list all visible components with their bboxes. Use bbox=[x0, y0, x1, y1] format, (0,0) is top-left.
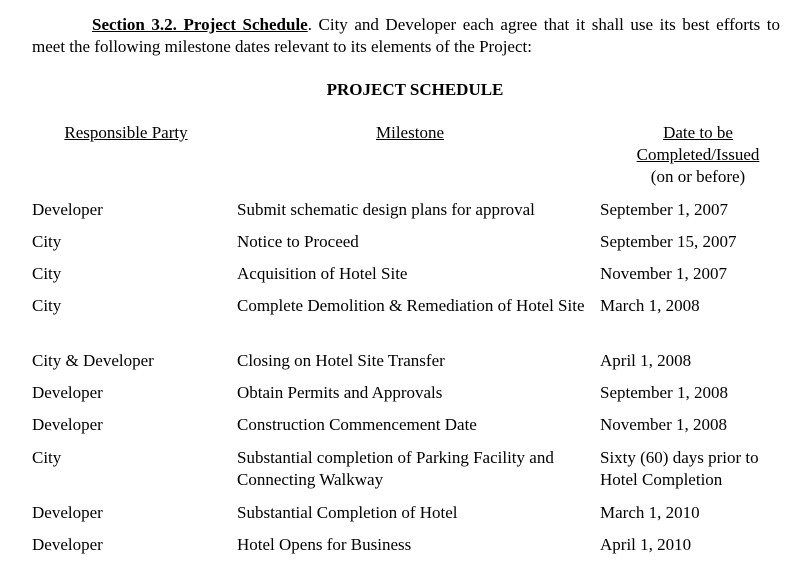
intro-paragraph bbox=[32, 14, 780, 58]
party-cell: Developer bbox=[32, 535, 103, 554]
party-cell: City bbox=[32, 232, 62, 251]
milestone-cell: Closing on Hotel Site Transfer bbox=[237, 351, 445, 370]
date-cell: November 1, 2007 bbox=[600, 264, 728, 283]
section-heading: Section 3.2. Project Schedule bbox=[92, 15, 308, 34]
party-cell: Developer bbox=[32, 415, 103, 434]
header-milestone: Milestone bbox=[376, 123, 444, 142]
party-cell: Developer bbox=[32, 200, 103, 219]
header-date-line1: Date to be bbox=[663, 123, 733, 142]
party-cell: City bbox=[32, 448, 62, 467]
date-cell: November 1, 2008 bbox=[600, 415, 728, 434]
milestone-cell: Substantial completion of Parking Facility and Connecting Walkway bbox=[237, 448, 554, 489]
date-cell: March 1, 2008 bbox=[600, 296, 700, 315]
milestone-cell: Acquisition of Hotel Site bbox=[237, 264, 408, 283]
header-date-line3: (on or before) bbox=[650, 167, 746, 186]
header-party: Responsible Party bbox=[64, 123, 188, 142]
milestone-cell: Substantial Completion of Hotel bbox=[237, 503, 458, 522]
milestone-cell: Complete Demolition & Remediation of Hotel Site bbox=[237, 296, 585, 315]
milestone-cell: Submit schematic design plans for approval bbox=[237, 200, 535, 219]
date-cell: September 1, 2007 bbox=[600, 200, 728, 219]
party-cell: Developer bbox=[32, 503, 103, 522]
milestone-cell: Obtain Permits and Approvals bbox=[237, 383, 443, 402]
party-cell: Developer bbox=[32, 383, 103, 402]
party-cell: City bbox=[32, 264, 62, 283]
header-date-line2: Completed/Issued bbox=[636, 145, 760, 164]
date-cell: September 15, 2007 bbox=[600, 232, 737, 251]
date-cell: Sixty (60) days prior to Hotel Completion bbox=[600, 448, 759, 489]
milestone-cell: Notice to Proceed bbox=[237, 232, 359, 251]
date-cell: March 1, 2010 bbox=[600, 503, 700, 522]
date-cell: September 1, 2008 bbox=[600, 383, 728, 402]
party-cell: City & Developer bbox=[32, 351, 154, 370]
party-cell: City bbox=[32, 296, 62, 315]
date-cell: April 1, 2010 bbox=[600, 535, 692, 554]
milestone-cell: Construction Commencement Date bbox=[237, 415, 477, 434]
intro-text: . City and Developer each agree that it shall use its best efforts to meet the following milestone dates relevant to its elements of the Project: bbox=[32, 15, 780, 56]
schedule-title: PROJECT SCHEDULE bbox=[326, 80, 504, 99]
milestone-cell: Hotel Opens for Business bbox=[237, 535, 412, 554]
header-date bbox=[598, 122, 798, 188]
date-cell: April 1, 2008 bbox=[600, 351, 692, 370]
